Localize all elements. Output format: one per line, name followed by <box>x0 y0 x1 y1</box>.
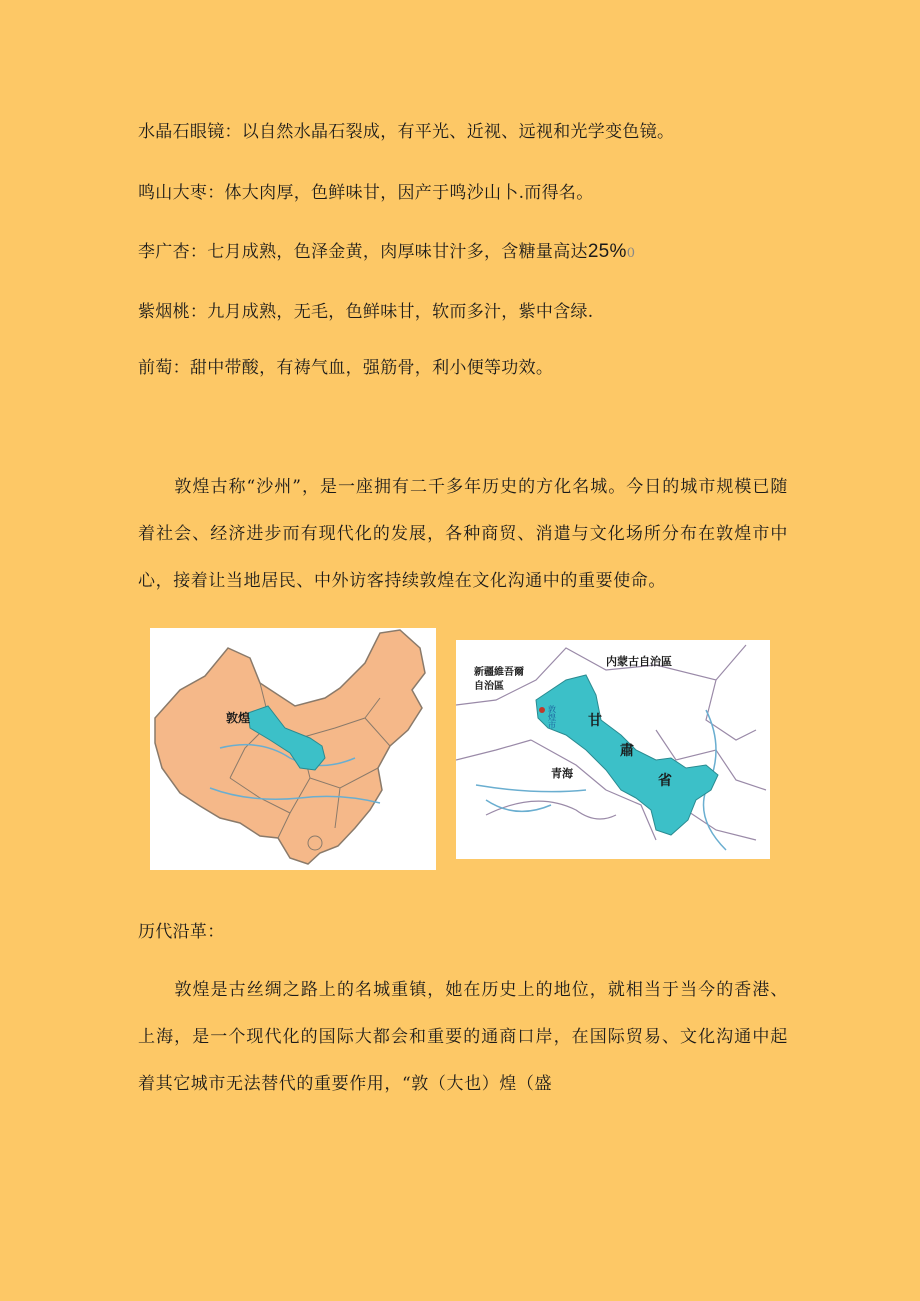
label-province-1: 甘 <box>588 713 602 729</box>
specialty-line-4: 紫烟桃：九月成熟，无毛，色鲜味甘，软而多汁，紫中含绿. <box>138 302 594 322</box>
history-paragraph <box>138 967 788 1108</box>
label-qinghai: 青海 <box>551 767 573 780</box>
intro-paragraph-text: 敦煌古称“沙州”，是一座拥有二千多年历史的方化名城。今日的城市规模已随着社会、经济进步而有现代化的发展，各种商贸、消遣与文化场所分布在敦煌市中心，接着让当地居民、中外访客持续敦煌在文化沟通中的重要使命。 <box>138 477 788 591</box>
label-province-3: 省 <box>658 773 672 789</box>
label-xinjiang-1: 新疆維吾爾 <box>474 667 524 678</box>
history-heading: 历代沿革： <box>138 922 225 942</box>
dunhuang-dot <box>539 707 545 713</box>
dunhuang-label: 敦煌 <box>226 711 251 725</box>
history-paragraph-text: 敦煌是古丝绸之路上的名城重镇，她在历史上的地位，就相当于当今的香港、上海，是一个现代化的国际大都会和重要的通商口岸，在国际贸易、文化沟通中起着其它城市无法替代的重要作用，“敦（大也）煌（盛 <box>138 980 788 1094</box>
china-map <box>150 628 436 870</box>
specialty-line-2: 鸣山大枣：体大肉厚，色鲜味甘，因产于鸣沙山卜.而得名。 <box>138 183 594 203</box>
label-dunhuang-city: 敦煌市 <box>547 705 557 729</box>
china-map-svg <box>150 628 436 870</box>
gansu-map-svg <box>456 640 770 859</box>
specialty-line-3 <box>138 240 635 266</box>
gansu-map <box>456 640 770 859</box>
label-province-2: 肅 <box>620 743 634 759</box>
specialty-line-5: 前萄：甜中带酸，有祷气血，强筋骨，利小便等功效。 <box>138 358 554 378</box>
specialty-line-1: 水晶石眼镜：以自然水晶石裂成，有平光、近视、远视和光学变色镜。 <box>138 122 675 142</box>
label-inner-mongolia: 内蒙古自治區 <box>606 655 672 668</box>
specialty-line-3-text: 李广杏：七月成熟，色泽金黄，肉厚味甘汁多，含糖量高达 <box>138 242 588 262</box>
sugar-percent: 25% <box>587 241 627 262</box>
label-xinjiang-2: 自治區 <box>474 681 504 692</box>
intro-paragraph <box>138 464 788 605</box>
sugar-tail: 0 <box>626 246 636 261</box>
